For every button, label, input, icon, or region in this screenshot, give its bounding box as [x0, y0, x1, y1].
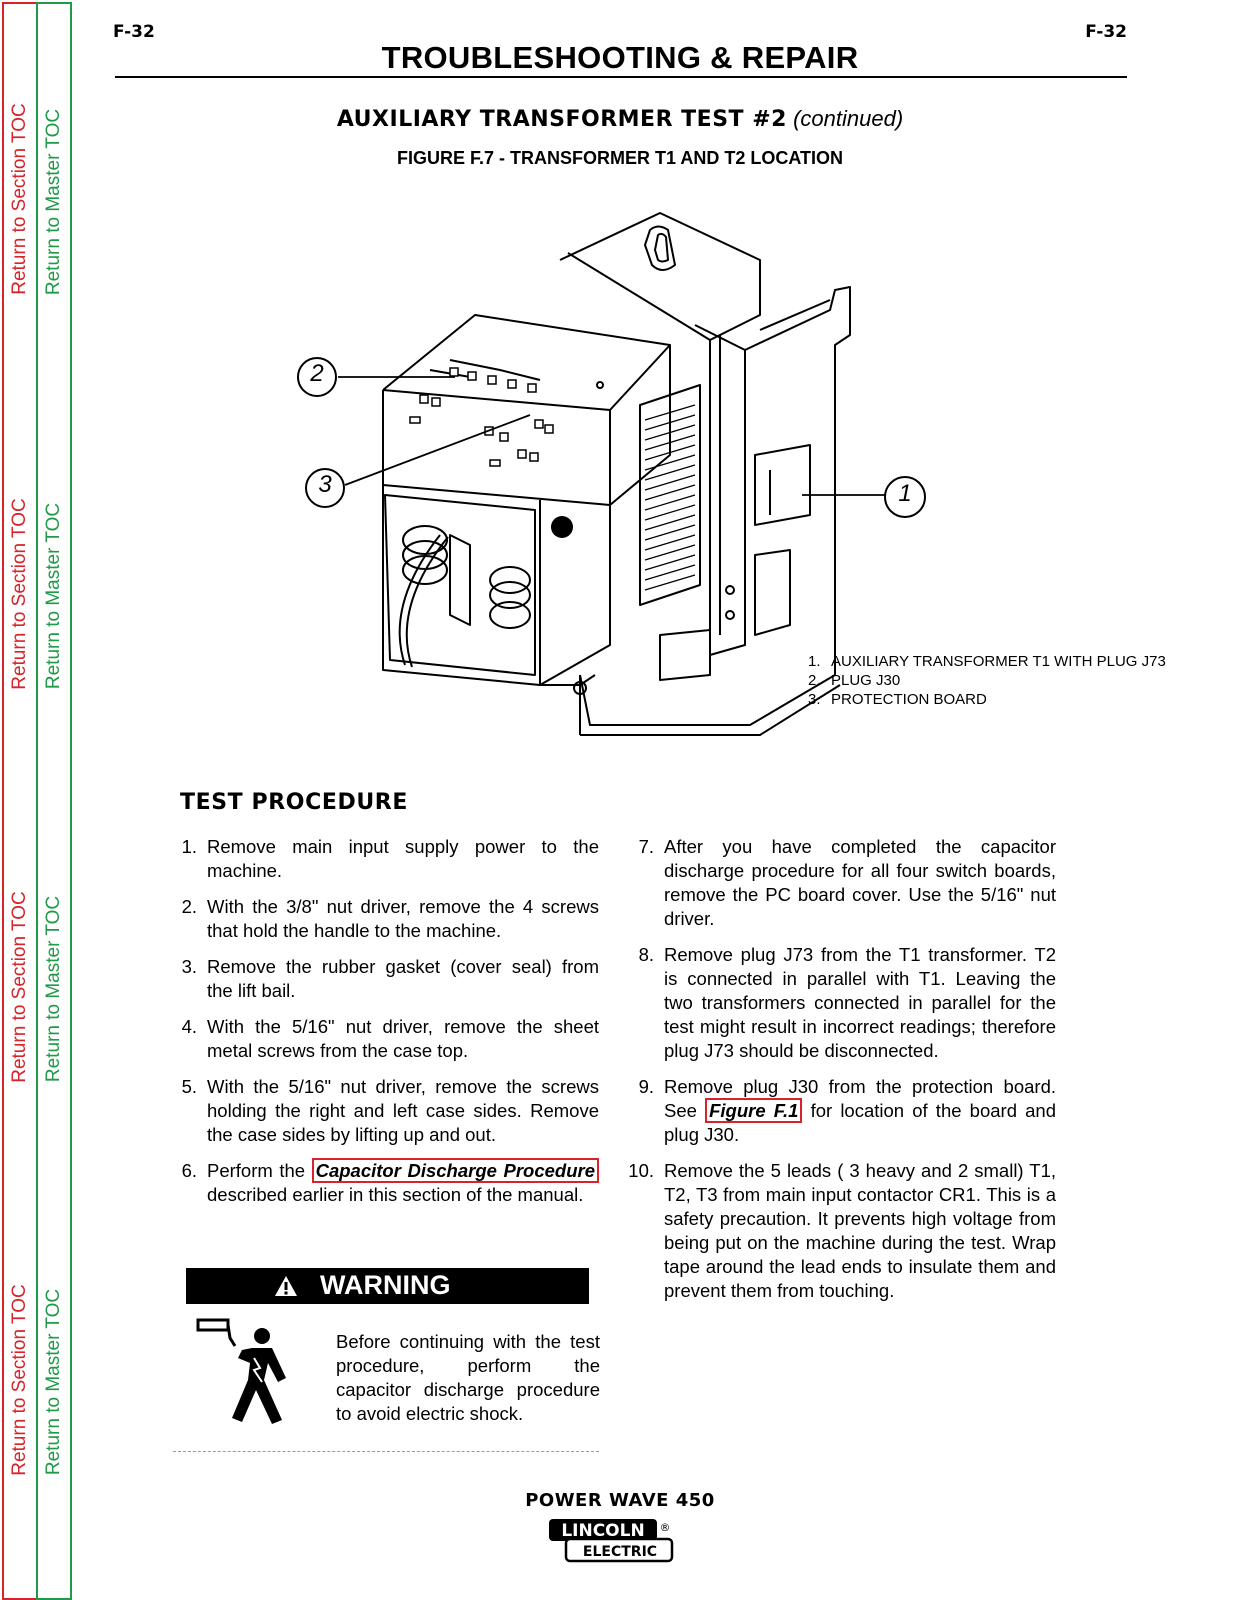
svg-text:ELECTRIC: ELECTRIC: [582, 1544, 658, 1560]
section-toc-link[interactable]: Return to Section TOC: [9, 103, 30, 295]
master-toc-link[interactable]: Return to Master TOC: [43, 1288, 64, 1476]
procedure-step: 4. With the 5/16" nut driver, remove the sheet metal screws from the case top.: [181, 1016, 599, 1061]
procedure-step: 9. Remove plug J30 from the protection board. See Figure F.1 for location of the board and plug J30.: [638, 1076, 1056, 1145]
master-toc-link[interactable]: Return to Master TOC: [43, 502, 64, 690]
svg-text:LINCOLN: LINCOLN: [561, 1521, 645, 1541]
figure-f1-link[interactable]: Figure F.1: [705, 1098, 802, 1123]
procedure-step: 8. Remove plug J73 from the T1 transformer. T2 is connected in parallel with T1. Leaving the two transformers connected in parallel for the test might result in incorrect readings; therefore plug J73 should be disconnected.: [638, 944, 1056, 1061]
section-subtitle: [115, 106, 1125, 132]
procedure-step: 6. Perform the Capacitor Discharge Procedure described earlier in this section of the manual.: [175, 1159, 599, 1207]
legend-item: 3. PROTECTION BOARD: [808, 691, 987, 708]
page-number-right: F-32: [1085, 22, 1127, 42]
page-title: TROUBLESHOOTING & REPAIR: [381, 40, 859, 75]
procedure-step: 3. Remove the rubber gasket (cover seal) from the lift bail.: [181, 956, 599, 1001]
section-toc-link[interactable]: Return to Section TOC: [9, 1284, 30, 1476]
master-toc-bar: [36, 2, 72, 1600]
warning-banner: [186, 1268, 589, 1304]
subtitle-note: (continued): [793, 106, 904, 131]
master-toc-link[interactable]: Return to Master TOC: [43, 108, 64, 296]
section-toc-bar: [2, 2, 38, 1600]
procedure-step: 2. With the 3/8" nut driver, remove the 4 screws that hold the handle to the machine.: [181, 896, 599, 941]
procedure-left-column: [175, 835, 599, 1219]
figure-legend: [808, 652, 1166, 709]
header-rule: [115, 76, 1127, 78]
master-toc-link[interactable]: Return to Master TOC: [43, 895, 64, 1083]
lincoln-electric-logo: [548, 1517, 678, 1565]
procedure-step: 7. After you have completed the capacitor discharge procedure for all four switch boards, remove the PC board cover. Use the 5/16" nut driver.: [638, 836, 1056, 929]
capacitor-discharge-link[interactable]: Capacitor Discharge Procedure: [312, 1158, 599, 1183]
callout-1: 1: [898, 480, 912, 507]
warning-triangle-icon: [274, 1275, 298, 1297]
svg-text:®: ®: [659, 1521, 671, 1534]
figure-callout-lines: [290, 355, 940, 525]
test-procedure-heading: TEST PROCEDURE: [180, 790, 408, 815]
page-number-left: F-32: [113, 22, 155, 42]
figure-title: FIGURE F.7 - TRANSFORMER T1 AND T2 LOCATION: [396, 148, 843, 168]
warning-text: Before continuing with the test procedure, perform the capacitor discharge procedure to avoid electric shock.: [336, 1331, 600, 1424]
procedure-step: 1. Remove main input supply power to the machine.: [181, 836, 599, 881]
warning-label: WARNING: [320, 1270, 451, 1300]
section-toc-link[interactable]: Return to Section TOC: [9, 498, 30, 690]
procedure-step: 5. With the 5/16" nut driver, remove the screws holding the right and left case sides. Remove the case sides by lifting up and out.: [181, 1076, 599, 1145]
product-name: POWER WAVE 450: [525, 1490, 715, 1511]
callout-2: 2: [310, 360, 324, 387]
dashed-divider: [173, 1451, 599, 1452]
legend-item: 2. PLUG J30: [808, 672, 901, 689]
section-toc-link[interactable]: Return to Section TOC: [9, 891, 30, 1083]
electric-shock-icon: [190, 1318, 310, 1428]
procedure-right-column: [628, 835, 1056, 1315]
procedure-step: 10. Remove the 5 leads ( 3 heavy and 2 small) T1, T2, T3 from main input contactor CR1. This is a safety precaution. It prevents high voltage from being put on the machine during the test. Wrap tape around the lead ends to insulate them and prevent them from touching.: [628, 1160, 1056, 1301]
callout-3: 3: [318, 471, 332, 498]
subtitle-main: AUXILIARY TRANSFORMER TEST #2: [336, 107, 787, 132]
legend-item: 1. AUXILIARY TRANSFORMER T1 WITH PLUG J73: [808, 653, 1166, 670]
